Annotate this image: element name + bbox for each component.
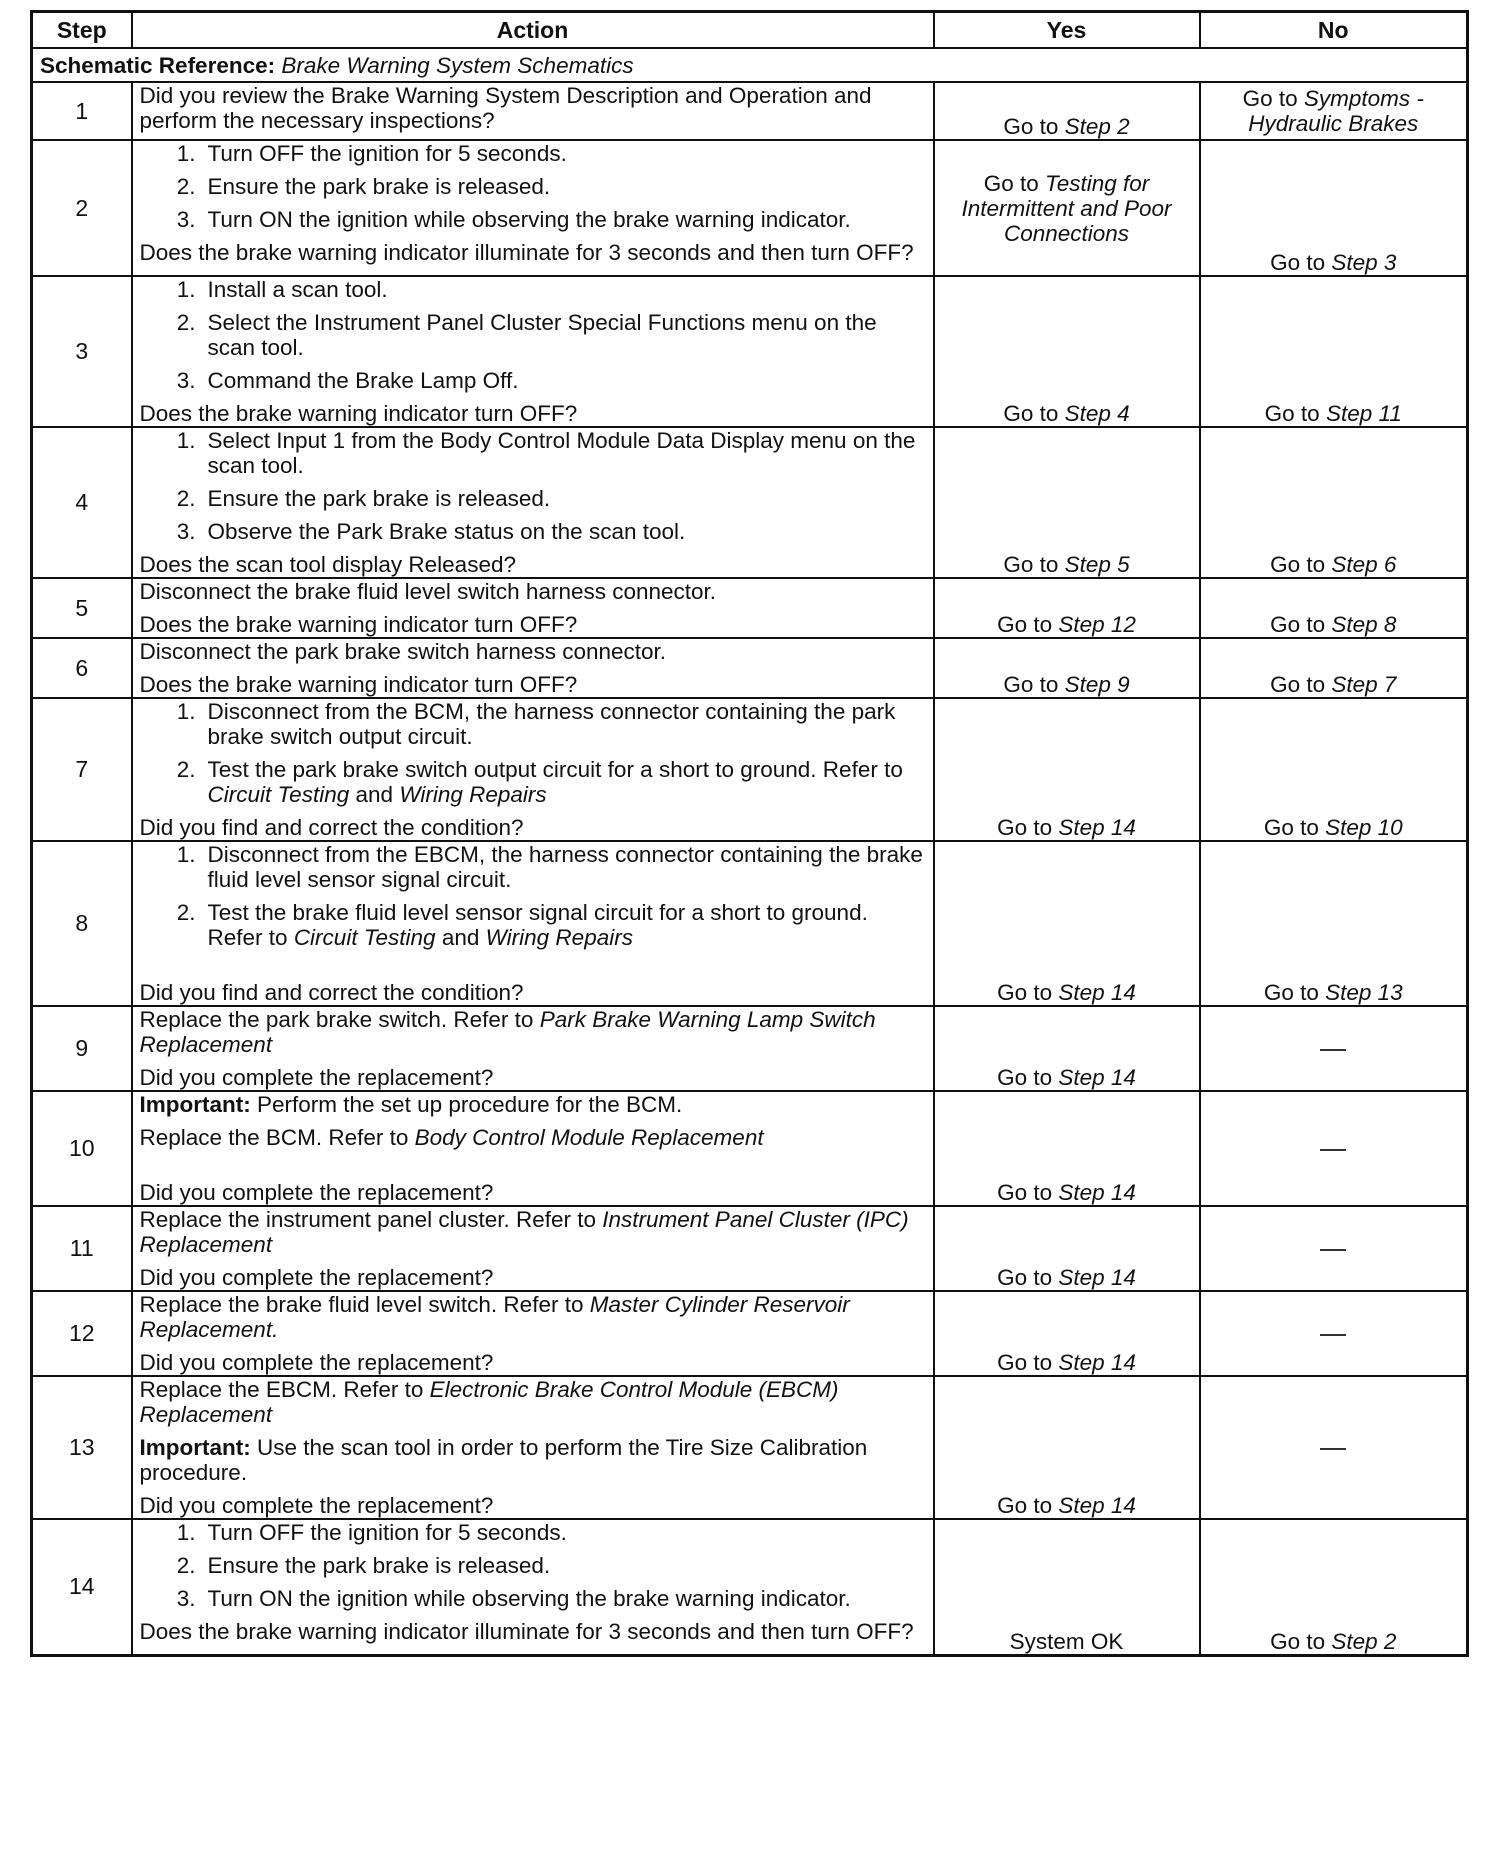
- step-link[interactable]: Step 5: [1064, 552, 1130, 577]
- action-cell: [132, 1091, 934, 1206]
- step-number: 5: [32, 578, 132, 638]
- go-to-label: Go to: [997, 1493, 1053, 1518]
- important-note: Important: Use the scan tool in order to perform the Tire Size Calibration procedure.: [139, 1435, 868, 1485]
- schematic-link[interactable]: Brake Warning System Schematics: [281, 52, 634, 78]
- yes-cell[interactable]: [934, 841, 1200, 1006]
- step-link[interactable]: Step 13: [1325, 980, 1403, 1005]
- circuit-testing-link[interactable]: Circuit Testing: [207, 782, 350, 807]
- symptoms-link[interactable]: Symptoms - Hydraulic Brakes: [1248, 86, 1424, 136]
- header-row: [32, 12, 1468, 49]
- question: Does the brake warning indicator illuminate for 3 seconds and then turn OFF?: [139, 1619, 914, 1644]
- instruction-list: [140, 141, 926, 232]
- instruction-item: 2. Test the brake fluid level sensor signal circuit for a short to ground. Refer to Circuit Testing and Wiring Repairs: [176, 900, 868, 950]
- question: Did you complete the replacement?: [139, 1350, 494, 1375]
- step-number: 8: [32, 841, 132, 1006]
- yes-cell[interactable]: [934, 82, 1200, 140]
- system-ok-label: System OK: [1009, 1628, 1124, 1654]
- go-to-label: Go to: [1263, 815, 1319, 840]
- go-to-label: Go to: [997, 1065, 1053, 1090]
- schematic-reference-row: [32, 48, 1468, 82]
- wiring-repairs-link[interactable]: Wiring Repairs: [485, 925, 633, 950]
- go-to-label: Go to: [1270, 672, 1326, 697]
- dash: [1320, 1334, 1346, 1336]
- go-to-label: Go to: [1003, 401, 1059, 426]
- no-cell[interactable]: [1200, 841, 1468, 1006]
- step-link[interactable]: Step 9: [1064, 672, 1130, 697]
- step-link[interactable]: Step 14: [1058, 1493, 1136, 1518]
- question: Did you complete the replacement?: [139, 1180, 494, 1205]
- diagnostic-sheet: [30, 10, 1466, 1657]
- step-link[interactable]: Step 14: [1058, 1065, 1136, 1090]
- yes-cell[interactable]: [934, 427, 1200, 578]
- question: Did you complete the replacement?: [139, 1265, 494, 1290]
- no-cell: [1200, 1006, 1468, 1091]
- no-cell: [1200, 1091, 1468, 1206]
- go-to-label: Go to: [997, 815, 1053, 840]
- schematic-label: Schematic Reference:: [40, 52, 276, 78]
- step-number: 13: [32, 1376, 132, 1519]
- question: Does the brake warning indicator illuminate for 3 seconds and then turn OFF?: [139, 240, 914, 265]
- header-step: Step: [32, 12, 132, 49]
- go-to-label: Go to: [997, 612, 1053, 637]
- instruction-item: 2. Ensure the park brake is released.: [176, 1553, 551, 1578]
- table-row: [32, 1006, 1468, 1091]
- yes-cell[interactable]: [934, 140, 1200, 276]
- dash: [1320, 1149, 1346, 1151]
- no-cell[interactable]: [1200, 638, 1468, 698]
- replacement-link[interactable]: Master Cylinder Reservoir Replacement.: [139, 1292, 850, 1342]
- step-link[interactable]: Step 7: [1331, 672, 1397, 697]
- instruction-text: Replace the EBCM. Refer to Electronic Brake Control Module (EBCM) Replacement: [139, 1377, 839, 1427]
- step-number: 14: [32, 1519, 132, 1655]
- table-row: [32, 427, 1468, 578]
- action-cell: [132, 276, 934, 427]
- step-number: 3: [32, 276, 132, 427]
- step-link[interactable]: Step 2: [1331, 1628, 1397, 1654]
- step-link[interactable]: Step 2: [1064, 114, 1130, 139]
- step-number: 7: [32, 698, 132, 841]
- action-cell: [132, 1519, 934, 1655]
- instruction-item: 3. Observe the Park Brake status on the scan tool.: [176, 519, 686, 544]
- table-row: [32, 1376, 1468, 1519]
- schematic-reference: [32, 48, 1468, 82]
- instruction-item: 3. Turn ON the ignition while observing the brake warning indicator.: [176, 1586, 851, 1611]
- no-cell[interactable]: [1200, 578, 1468, 638]
- question: Did you review the Brake Warning System Description and Operation and perform the necessary inspections?: [139, 83, 872, 133]
- no-cell[interactable]: [1200, 427, 1468, 578]
- instruction-item: 2. Test the park brake switch output circuit for a short to ground. Refer to Circuit Testing and Wiring Repairs: [176, 757, 903, 807]
- important-note: Important: Perform the set up procedure for the BCM.: [139, 1092, 683, 1117]
- instruction-list: [140, 1520, 926, 1611]
- dash: [1320, 1448, 1346, 1450]
- action-cell: [132, 427, 934, 578]
- yes-cell[interactable]: [934, 698, 1200, 841]
- yes-cell[interactable]: [934, 1291, 1200, 1376]
- no-cell[interactable]: [1200, 140, 1468, 276]
- go-to-label: Go to: [983, 170, 1039, 196]
- wiring-repairs-link[interactable]: Wiring Repairs: [399, 782, 547, 807]
- step-link[interactable]: Step 3: [1331, 250, 1397, 275]
- table-row: [32, 1206, 1468, 1291]
- action-cell: [132, 578, 934, 638]
- diagnostic-table: [30, 10, 1469, 1657]
- step-number: 10: [32, 1091, 132, 1206]
- go-to-label: Go to: [1270, 612, 1326, 637]
- instruction-list: [140, 277, 926, 393]
- table-row: [32, 140, 1468, 276]
- instruction-item: 1. Select Input 1 from the Body Control Module Data Display menu on the scan tool.: [176, 428, 916, 478]
- instruction-item: 1. Turn OFF the ignition for 5 seconds.: [176, 141, 567, 166]
- table-row: [32, 698, 1468, 841]
- step-number: 11: [32, 1206, 132, 1291]
- step-link[interactable]: Step 14: [1058, 1265, 1136, 1290]
- header-yes: Yes: [934, 12, 1200, 49]
- question: Did you complete the replacement?: [139, 1493, 494, 1518]
- no-cell[interactable]: [1200, 698, 1468, 841]
- yes-cell[interactable]: [934, 1206, 1200, 1291]
- step-link[interactable]: Step 14: [1058, 1350, 1136, 1375]
- yes-cell[interactable]: [934, 276, 1200, 427]
- instruction-item: 2. Ensure the park brake is released.: [176, 174, 551, 199]
- step-link[interactable]: Step 4: [1064, 401, 1130, 426]
- instruction-list: [140, 428, 926, 544]
- yes-cell[interactable]: [934, 1091, 1200, 1206]
- go-to-label: Go to: [1242, 86, 1298, 111]
- replacement-link[interactable]: Park Brake Warning Lamp Switch Replacement: [139, 1007, 876, 1057]
- step-link[interactable]: Step 6: [1331, 552, 1397, 577]
- step-number: 2: [32, 140, 132, 276]
- go-to-label: Go to: [1270, 1628, 1326, 1654]
- instruction-text: Replace the instrument panel cluster. Refer to Instrument Panel Cluster (IPC) Replacement: [139, 1207, 909, 1257]
- step-number: 1: [32, 82, 132, 140]
- action-cell: [132, 698, 934, 841]
- action-cell: [132, 1291, 934, 1376]
- replacement-link[interactable]: Electronic Brake Control Module (EBCM) Replacement: [139, 1377, 839, 1427]
- go-to-label: Go to: [1270, 250, 1326, 275]
- replacement-link[interactable]: Instrument Panel Cluster (IPC) Replacement: [139, 1207, 909, 1257]
- action-cell: [132, 82, 934, 140]
- no-cell: [1200, 1291, 1468, 1376]
- no-cell: [1200, 1206, 1468, 1291]
- question: Does the scan tool display Released?: [139, 552, 516, 577]
- instruction-list: [140, 842, 926, 950]
- table-row: [32, 578, 1468, 638]
- instruction-item: 1. Install a scan tool.: [176, 277, 388, 302]
- action-cell: [132, 1376, 934, 1519]
- go-to-label: Go to: [1270, 552, 1326, 577]
- instruction-list: [140, 699, 926, 807]
- no-cell[interactable]: [1200, 276, 1468, 427]
- table-row: [32, 1091, 1468, 1206]
- table-row: [32, 841, 1468, 1006]
- yes-cell[interactable]: [934, 1006, 1200, 1091]
- action-cell: [132, 1006, 934, 1091]
- yes-cell[interactable]: [934, 578, 1200, 638]
- step-number: 12: [32, 1291, 132, 1376]
- table-row: [32, 82, 1468, 140]
- yes-cell[interactable]: [934, 638, 1200, 698]
- go-to-label: Go to: [1264, 401, 1320, 426]
- go-to-label: Go to: [997, 1265, 1053, 1290]
- go-to-label: Go to: [1263, 980, 1319, 1005]
- instruction-item: 3. Command the Brake Lamp Off.: [176, 368, 519, 393]
- go-to-label: Go to: [1003, 114, 1059, 139]
- action-cell: [132, 638, 934, 698]
- table-row: [32, 638, 1468, 698]
- question: Does the brake warning indicator turn OFF?: [139, 401, 578, 426]
- action-cell: [132, 1206, 934, 1291]
- step-link[interactable]: Step 8: [1331, 612, 1397, 637]
- no-cell[interactable]: [1200, 82, 1468, 140]
- step-link[interactable]: Step 10: [1325, 815, 1403, 840]
- no-cell: [1200, 1376, 1468, 1519]
- instruction-text: Replace the park brake switch. Refer to Park Brake Warning Lamp Switch Replacement: [139, 1007, 876, 1057]
- yes-cell[interactable]: [934, 1376, 1200, 1519]
- testing-link[interactable]: Testing for Intermittent and Poor Connections: [961, 170, 1172, 246]
- question: Does the brake warning indicator turn OFF?: [139, 672, 578, 697]
- dash: [1320, 1049, 1346, 1051]
- action-cell: [132, 140, 934, 276]
- question: Did you find and correct the condition?: [139, 815, 524, 840]
- instruction-item: 1. Disconnect from the EBCM, the harness connector containing the brake fluid level sensor signal circuit.: [176, 842, 923, 892]
- table-row: [32, 276, 1468, 427]
- question: Did you find and correct the condition?: [139, 980, 524, 1005]
- instruction-item: 2. Ensure the park brake is released.: [176, 486, 551, 511]
- go-to-label: Go to: [1003, 552, 1059, 577]
- action-cell: [132, 841, 934, 1006]
- step-number: 6: [32, 638, 132, 698]
- go-to-label: Go to: [997, 1350, 1053, 1375]
- instruction-text: Disconnect the brake fluid level switch harness connector.: [139, 579, 717, 604]
- table-row: [32, 1291, 1468, 1376]
- instruction-text: Replace the BCM. Refer to Body Control Module Replacement: [139, 1125, 764, 1150]
- header-no: No: [1200, 12, 1468, 49]
- go-to-label: Go to: [997, 1180, 1053, 1205]
- step-link[interactable]: Step 14: [1058, 980, 1136, 1005]
- yes-cell: [934, 1519, 1200, 1655]
- instruction-text: Disconnect the park brake switch harness connector.: [139, 639, 667, 664]
- no-cell[interactable]: [1200, 1519, 1468, 1655]
- instruction-item: 2. Select the Instrument Panel Cluster Special Functions menu on the scan tool.: [176, 310, 877, 360]
- dash: [1320, 1249, 1346, 1251]
- header-action: Action: [132, 12, 934, 49]
- question: Did you complete the replacement?: [139, 1065, 494, 1090]
- step-link[interactable]: Step 14: [1058, 1180, 1136, 1205]
- step-link[interactable]: Step 14: [1058, 815, 1136, 840]
- go-to-label: Go to: [1003, 672, 1059, 697]
- go-to-label: Go to: [997, 980, 1053, 1005]
- instruction-item: 3. Turn ON the ignition while observing the brake warning indicator.: [176, 207, 851, 232]
- step-number: 9: [32, 1006, 132, 1091]
- instruction-item: 1. Disconnect from the BCM, the harness connector containing the park brake switch output circuit.: [176, 699, 896, 749]
- table-row: [32, 1519, 1468, 1655]
- circuit-testing-link[interactable]: Circuit Testing: [293, 925, 436, 950]
- step-number: 4: [32, 427, 132, 578]
- step-link[interactable]: Step 12: [1058, 612, 1136, 637]
- instruction-item: 1. Turn OFF the ignition for 5 seconds.: [176, 1520, 567, 1545]
- question: Does the brake warning indicator turn OFF?: [139, 612, 578, 637]
- replacement-link[interactable]: Body Control Module Replacement: [414, 1125, 764, 1150]
- step-link[interactable]: Step 11: [1325, 401, 1402, 426]
- instruction-text: Replace the brake fluid level switch. Refer to Master Cylinder Reservoir Replacement.: [139, 1292, 850, 1342]
